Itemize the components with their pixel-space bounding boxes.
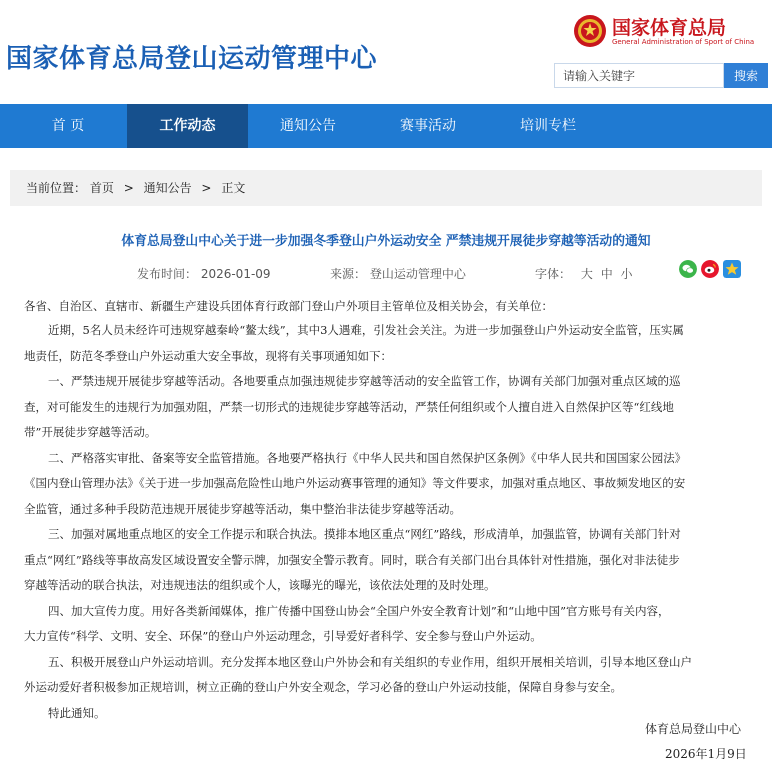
font-size-large[interactable]: 大 — [580, 267, 593, 281]
body-line: 带”开展徒步穿越等活动。 — [24, 425, 157, 439]
publish-time: 发布时间： 2026-01-09 — [137, 267, 271, 281]
breadcrumb-home[interactable]: 首页 — [89, 181, 114, 195]
breadcrumb-label: 当前位置： — [26, 181, 87, 195]
font-size-small[interactable]: 小 — [620, 267, 633, 281]
breadcrumb-notices[interactable]: 通知公告 — [143, 181, 192, 195]
body-line: 重点“网红”路线等事故高发区域设置安全警示牌，加强安全警示教育。同时，联合有关部门出台具体针对性措施，强化对非法徒步 — [24, 553, 680, 567]
weibo-icon[interactable] — [701, 260, 719, 278]
font-size-medium[interactable]: 中 — [600, 267, 613, 281]
main-content — [0, 148, 772, 773]
body-line: 五、积极开展登山户外运动培训。充分发挥本地区登山户外协会和有关组织的专业作用，组织开展相关培训，引导本地区登山户 — [48, 655, 692, 669]
font-size-label: 字体： — [535, 267, 572, 281]
article-source: 来源： 登山运动管理中心 — [330, 267, 466, 281]
body-line: 全监管，通过多种手段防范违规开展徒步穿越等活动，集中整治非法徒步穿越等活动。 — [24, 502, 461, 516]
org-name-cn: 国家体育总局 — [612, 17, 727, 39]
body-line: 特此通知。 — [48, 706, 106, 720]
org-name-en: General Administration of Sport of China — [612, 38, 755, 46]
nav-training[interactable]: 培训专栏 — [520, 118, 576, 134]
body-line: 穿越等活动的联合执法，对违规违法的组织或个人，该曝光的曝光，该依法处理的及时处理。 — [24, 578, 496, 592]
site-title[interactable]: 国家体育总局登山运动管理中心 — [6, 44, 378, 74]
wechat-icon[interactable] — [679, 260, 697, 278]
search-button[interactable]: 搜索 — [724, 63, 768, 88]
signature-org: 体育总局登山中心 — [645, 722, 742, 736]
body-line: 近期，5名人员未经许可违规穿越秦岭“鳌太线”，其中3人遇难，引发社会关注。为进一步加强登山户外运动安全监管，压实属 — [48, 323, 684, 337]
breadcrumb-separator: > — [201, 181, 212, 195]
body-line: 一、严禁违规开展徒步穿越等活动。各地要重点加强违规徒步穿越等活动的安全监管工作，协调有关部门加强对重点区域的巡 — [48, 374, 681, 388]
nav-home[interactable]: 首 页 — [51, 118, 85, 134]
body-line: 查，对可能发生的违规行为加强劝阻，严禁一切形式的违规徒步穿越等活动，严禁任何组织或个人擅自进入自然保护区等“红线地 — [24, 400, 674, 414]
signature-date: 2026年1月9日 — [665, 747, 747, 761]
nav-notices[interactable]: 通知公告 — [280, 118, 336, 134]
national-emblem-icon — [573, 14, 607, 48]
body-line: 外运动爱好者积极参加正规培训，树立正确的登山户外安全观念，学习必备的登山户外运动技能，保障自身参与安全。 — [24, 680, 622, 694]
site-header — [0, 0, 772, 104]
font-size-control — [535, 265, 633, 282]
body-line: 地责任，防范冬季登山户外运动重大安全事故，现将有关事项通知如下： — [24, 349, 392, 363]
nav-work-news[interactable]: 工作动态 — [127, 104, 248, 148]
body-line: 大力宣传“科学、文明、安全、环保”的登山户外运动理念，引导爱好者科学、安全参与登山户外运动。 — [24, 629, 542, 643]
breadcrumb-current: 正文 — [221, 181, 246, 195]
breadcrumb — [10, 170, 762, 206]
article-title: 体育总局登山中心关于进一步加强冬季登山户外运动安全 严禁违规开展徒步穿越等活动的通知 — [121, 234, 651, 249]
body-line: 各省、自治区、直辖市、新疆生产建设兵团体育行政部门登山户外项目主管单位及相关协会，有关单位： — [24, 299, 553, 313]
nav-events[interactable]: 赛事活动 — [400, 118, 456, 134]
body-line: 《国内登山管理办法》《关于进一步加强高危险性山地户外运动赛事管理的通知》等文件要求，加强对重点地区、事故频发地区的安 — [24, 476, 686, 490]
search-input[interactable] — [554, 63, 724, 88]
breadcrumb-separator: > — [123, 181, 134, 195]
body-line: 二、严格落实审批、备案等安全监管措施。各地要严格执行《中华人民共和国自然保护区条例》《中华人民共和国国家公园法》 — [48, 451, 687, 465]
body-line: 四、加大宣传力度。用好各类新闻媒体，推广传播中国登山协会“全国户外安全教育计划”和“山地中国”官方账号有关内容， — [48, 604, 670, 618]
main-nav — [0, 104, 772, 148]
body-line: 三、加强对属地重点地区的安全工作提示和联合执法。摸排本地区重点“网红”路线，形成清单，加强监管，协调有关部门针对 — [48, 527, 681, 541]
qzone-icon[interactable] — [723, 260, 741, 278]
